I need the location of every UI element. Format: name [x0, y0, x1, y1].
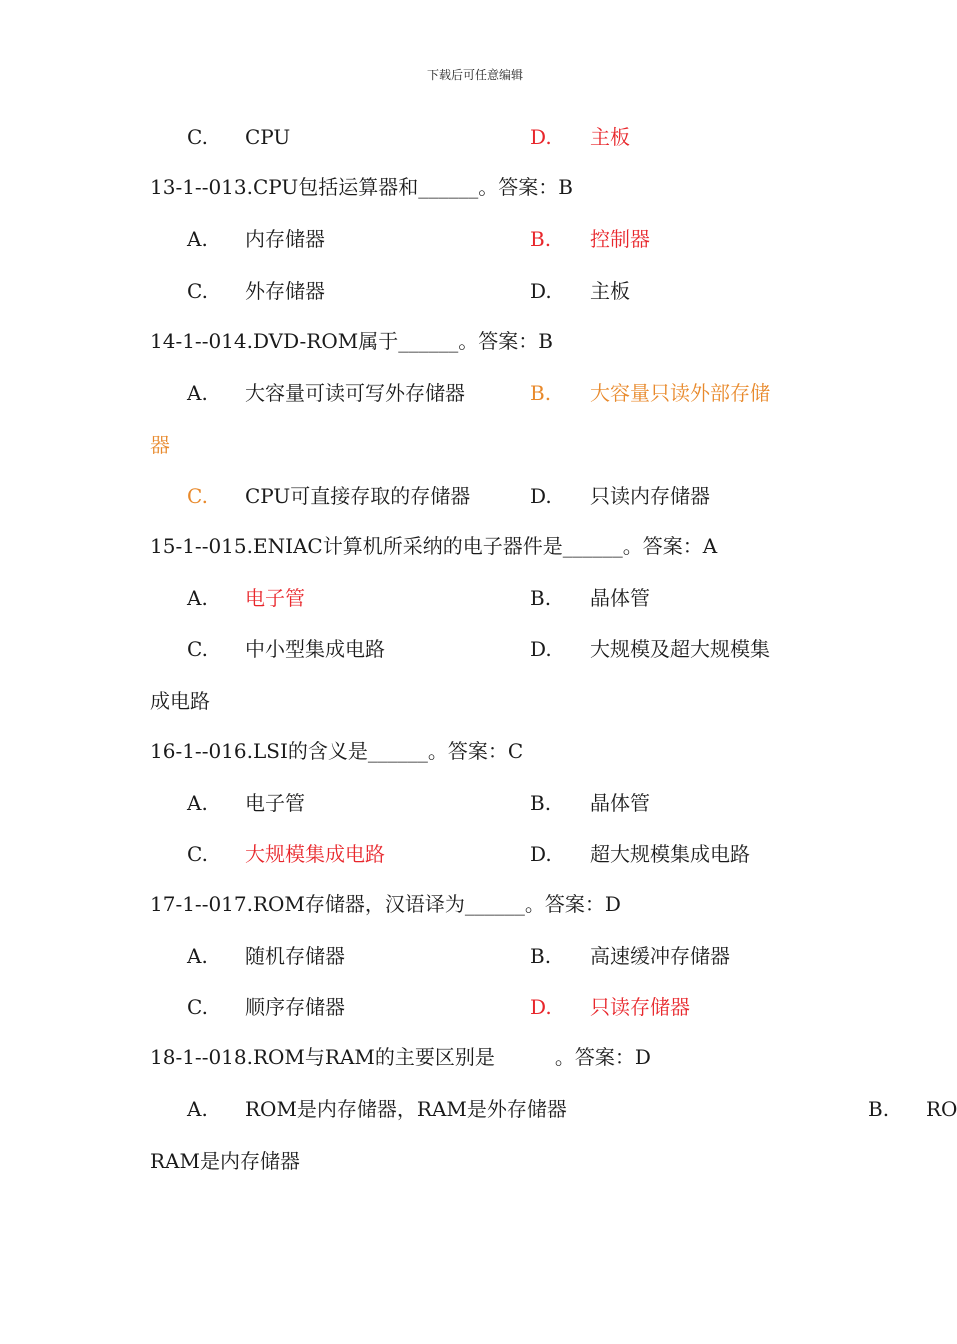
q16-option-c-label: C. [187, 842, 208, 866]
q18-option-b-text: RO [926, 1097, 957, 1121]
option-d-label: D. [530, 125, 552, 149]
q15-option-b-label: B. [530, 586, 552, 610]
question-16-stem: 16-1--016.LSI的含义是______。答案：C [150, 739, 524, 763]
q14-option-c-text: CPU可直接存取的存储器 [245, 484, 471, 508]
q13-option-a-text: 内存储器 [245, 227, 325, 251]
q14-option-c-label: C. [187, 484, 208, 508]
question-17-stem: 17-1--017.ROM存储器，汉语译为______。答案：D [150, 892, 621, 916]
q14-option-d-label: D. [530, 484, 552, 508]
q15-option-c-label: C. [187, 637, 208, 661]
q13-option-d-text: 主板 [590, 279, 630, 303]
q16-option-d-label: D. [530, 842, 552, 866]
q15-option-d-text: 大规模及超大规模集 [590, 637, 770, 661]
q17-option-d-label: D. [530, 995, 552, 1019]
q17-option-b-text: 高速缓冲存储器 [590, 944, 730, 968]
q18-wrap-text: RAM是内存储器 [150, 1149, 300, 1173]
question-18-stem: 18-1--018.ROM与RAM的主要区别是 。答案：D [150, 1045, 651, 1069]
q17-option-a-text: 随机存储器 [245, 944, 345, 968]
question-13-stem: 13-1--013.CPU包括运算器和______。答案：B [150, 175, 573, 199]
q17-option-b-label: B. [530, 944, 552, 968]
q16-option-b-label: B. [530, 791, 552, 815]
q13-option-d-label: D. [530, 279, 552, 303]
option-c-label: C. [187, 125, 208, 149]
q18-option-a-label: A. [187, 1097, 208, 1121]
q16-option-a-label: A. [187, 791, 208, 815]
q15-option-a-text: 电子管 [245, 586, 305, 610]
q13-option-c-text: 外存储器 [245, 279, 325, 303]
question-14-stem: 14-1--014.DVD-ROM属于______。答案：B [150, 329, 553, 353]
q13-option-b-label: B. [530, 227, 552, 251]
q14-option-a-label: A. [187, 381, 208, 405]
q16-option-c-text: 大规模集成电路 [245, 842, 385, 866]
q14-option-b-text: 大容量只读外部存储 [590, 381, 770, 405]
q13-option-b-text: 控制器 [590, 227, 650, 251]
q17-option-c-label: C. [187, 995, 208, 1019]
q14-option-b-wrap: 器 [150, 433, 170, 457]
q15-option-d-label: D. [530, 637, 552, 661]
q18-option-b-label: B. [868, 1097, 890, 1121]
q15-option-a-label: A. [187, 586, 208, 610]
q17-option-d-text: 只读存储器 [590, 995, 690, 1019]
question-15-stem: 15-1--015.ENIAC计算机所采纳的电子器件是______。答案：A [150, 534, 718, 558]
q14-option-d-text: 只读内存储器 [590, 484, 710, 508]
q16-option-a-text: 电子管 [245, 791, 305, 815]
q16-option-d-text: 超大规模集成电路 [590, 842, 750, 866]
q15-option-d-wrap: 成电路 [150, 689, 210, 713]
q17-option-c-text: 顺序存储器 [245, 995, 345, 1019]
q18-option-a-text: ROM是内存储器，RAM是外存储器 [245, 1097, 567, 1121]
option-c-text: CPU [245, 125, 291, 149]
q15-option-b-text: 晶体管 [590, 586, 650, 610]
q15-option-c-text: 中小型集成电路 [245, 637, 385, 661]
option-d-text: 主板 [590, 125, 630, 149]
page-header: 下载后可任意编辑 [426, 68, 523, 82]
q13-option-c-label: C. [187, 279, 208, 303]
q14-option-b-label: B. [530, 381, 552, 405]
q17-option-a-label: A. [187, 944, 208, 968]
q13-option-a-label: A. [187, 227, 208, 251]
q14-option-a-text: 大容量可读可写外存储器 [245, 381, 465, 405]
q16-option-b-text: 晶体管 [590, 791, 650, 815]
